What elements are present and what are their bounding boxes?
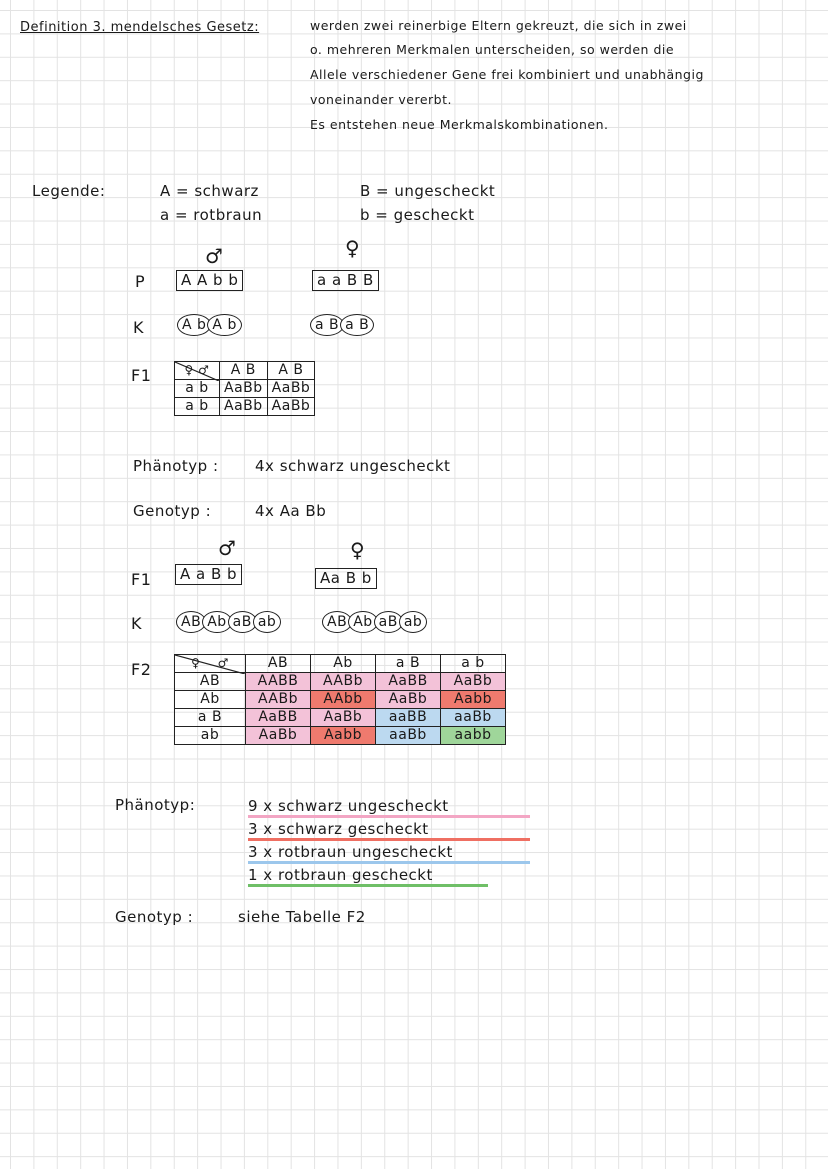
female-symbol-icon: ♀ bbox=[184, 363, 194, 377]
f2-cell: Aabb bbox=[311, 727, 376, 745]
gamete-circle: aB bbox=[374, 611, 403, 633]
k-female-gametes bbox=[310, 314, 370, 336]
f2-header-cell: Ab bbox=[311, 655, 376, 673]
f1-row-head: a b bbox=[175, 380, 220, 398]
f2-genotype-label: Genotyp : bbox=[115, 908, 194, 926]
f2-row-head: ab bbox=[175, 727, 246, 745]
phenotype-underline bbox=[248, 884, 488, 887]
f2-label: F2 bbox=[131, 660, 152, 679]
f2-row-head: a B bbox=[175, 709, 246, 727]
f2-cell: AaBb bbox=[311, 709, 376, 727]
legend-item-B: B = ungescheckt bbox=[360, 182, 496, 200]
gamete-circle: Ab bbox=[348, 611, 377, 633]
f1-label: F1 bbox=[131, 366, 152, 385]
k-male-gametes bbox=[177, 314, 238, 336]
f2-cell: aaBb bbox=[376, 727, 441, 745]
f2-corner-cell bbox=[175, 655, 246, 673]
p-label: P bbox=[135, 272, 146, 291]
f1-phenotype-value: 4x schwarz ungescheckt bbox=[255, 457, 451, 475]
table-row bbox=[175, 673, 506, 691]
f2-phenotype-list bbox=[248, 796, 453, 888]
gamete-circle: A b bbox=[177, 314, 211, 336]
f2-cell: AABB bbox=[246, 673, 311, 691]
definition-title: Definition 3. mendelsches Gesetz: bbox=[20, 20, 260, 35]
f2-cell: aabb bbox=[441, 727, 506, 745]
k-label: K bbox=[133, 318, 144, 337]
f1-row-head: a b bbox=[175, 398, 220, 416]
gamete-circle: ab bbox=[253, 611, 281, 633]
f2-row-head: AB bbox=[175, 673, 246, 691]
f2-cell: AABb bbox=[311, 673, 376, 691]
f2-genotype-value: siehe Tabelle F2 bbox=[238, 908, 366, 926]
f2-phenotype-label: Phänotyp: bbox=[115, 796, 196, 814]
phenotype-line bbox=[248, 796, 453, 819]
phenotype-underline bbox=[248, 861, 530, 864]
gamete-circle: Ab bbox=[202, 611, 231, 633]
definition-line-3: Allele verschiedener Gene frei kombiniert und unabhängig bbox=[310, 67, 704, 82]
f1-phenotype-label: Phänotyp : bbox=[133, 457, 219, 475]
f1-male-gametes bbox=[176, 611, 277, 633]
gamete-circle: aB bbox=[228, 611, 257, 633]
f2-header-cell: a B bbox=[376, 655, 441, 673]
phenotype-underline bbox=[248, 838, 530, 841]
table-row bbox=[175, 709, 506, 727]
table-row bbox=[175, 727, 506, 745]
gamete-circle: AB bbox=[322, 611, 352, 633]
legend-item-b: b = gescheckt bbox=[360, 206, 475, 224]
f1-female-genotype: Aa B b bbox=[315, 568, 377, 589]
phenotype-line bbox=[248, 842, 453, 865]
gamete-circle: a B bbox=[340, 314, 374, 336]
gamete-circle: AB bbox=[176, 611, 206, 633]
f1-cross-label: F1 bbox=[131, 570, 152, 589]
legend-item-a: a = rotbraun bbox=[160, 206, 263, 224]
f2-cell: AaBb bbox=[246, 727, 311, 745]
male-symbol-icon: ♂ bbox=[217, 656, 229, 670]
phenotype-line-text: 3 x rotbraun ungescheckt bbox=[248, 843, 453, 861]
gamete-circle: A b bbox=[207, 314, 241, 336]
definition-line-1: werden zwei reinerbige Eltern gekreuzt, die sich in zwei bbox=[310, 18, 687, 33]
f1-female-gametes bbox=[322, 611, 423, 633]
f2-header-cell: a b bbox=[441, 655, 506, 673]
f1-cell: AaBb bbox=[220, 380, 268, 398]
f1-cell: AaBb bbox=[267, 380, 315, 398]
table-row bbox=[175, 691, 506, 709]
definition-line-5: Es entstehen neue Merkmalskombinationen. bbox=[310, 117, 609, 132]
male-symbol-icon: ♂ bbox=[218, 536, 236, 560]
f2-header-cell: AB bbox=[246, 655, 311, 673]
female-symbol-icon: ♀ bbox=[191, 656, 201, 670]
f1-cell: AaBb bbox=[220, 398, 268, 416]
legend-item-A: A = schwarz bbox=[160, 182, 259, 200]
definition-line-4: voneinander vererbt. bbox=[310, 92, 452, 107]
f1-header-cell: A B bbox=[220, 362, 268, 380]
f1-cell: AaBb bbox=[267, 398, 315, 416]
f1-male-genotype: A a B b bbox=[175, 564, 242, 585]
p-male-genotype: A A b b bbox=[176, 270, 243, 291]
f2-cell: AaBB bbox=[246, 709, 311, 727]
f2-cell: Aabb bbox=[441, 691, 506, 709]
male-symbol-icon: ♂ bbox=[205, 244, 223, 268]
f2-punnett-table bbox=[174, 654, 506, 745]
legend-label: Legende: bbox=[32, 182, 106, 200]
f1-header-cell: A B bbox=[267, 362, 315, 380]
f2-cell: AaBb bbox=[441, 673, 506, 691]
f1-genotype-value: 4x Aa Bb bbox=[255, 502, 327, 520]
phenotype-line bbox=[248, 865, 453, 888]
f1-corner-cell bbox=[175, 362, 220, 380]
female-symbol-icon: ♀ bbox=[350, 538, 365, 562]
f2-cell: AaBb bbox=[376, 691, 441, 709]
definition-line-2: o. mehreren Merkmalen unterscheiden, so werden die bbox=[310, 42, 675, 57]
male-symbol-icon: ♂ bbox=[198, 363, 210, 377]
f2-row-head: Ab bbox=[175, 691, 246, 709]
phenotype-line bbox=[248, 819, 453, 842]
gamete-circle: ab bbox=[399, 611, 427, 633]
f2-cell: aaBB bbox=[376, 709, 441, 727]
p-female-genotype: a a B B bbox=[312, 270, 379, 291]
f1-genotype-label: Genotyp : bbox=[133, 502, 212, 520]
gamete-circle: a B bbox=[310, 314, 344, 336]
phenotype-underline bbox=[248, 815, 530, 818]
f2-cell: AaBB bbox=[376, 673, 441, 691]
phenotype-line-text: 9 x schwarz ungescheckt bbox=[248, 797, 449, 815]
f2-cell: aaBb bbox=[441, 709, 506, 727]
phenotype-line-text: 3 x schwarz gescheckt bbox=[248, 820, 429, 838]
phenotype-line-text: 1 x rotbraun gescheckt bbox=[248, 866, 433, 884]
f2-cell: AABb bbox=[246, 691, 311, 709]
f2-cell: AAbb bbox=[311, 691, 376, 709]
f1-punnett-table bbox=[174, 361, 315, 416]
f1-cross-k-label: K bbox=[131, 614, 142, 633]
female-symbol-icon: ♀ bbox=[345, 236, 360, 260]
